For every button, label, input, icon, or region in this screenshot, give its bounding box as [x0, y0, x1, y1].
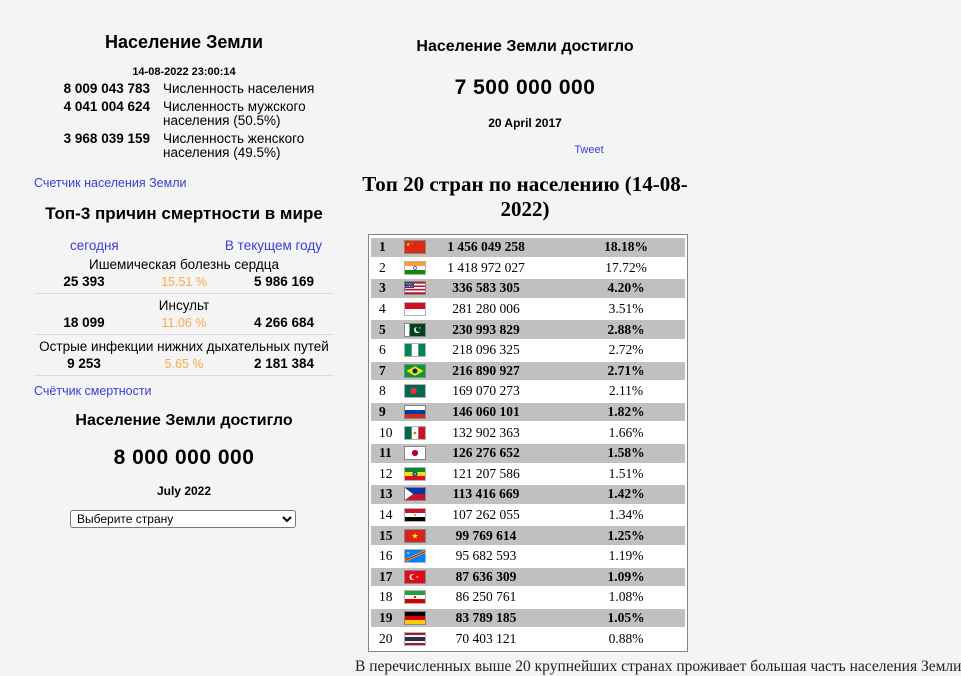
japan-flag-icon — [405, 447, 425, 459]
deaths-current-year-link[interactable]: В текущем году — [224, 237, 322, 253]
milestone-8b-title: Население Земли достигло — [75, 411, 293, 429]
deaths-today-value: 9 253 — [67, 355, 101, 371]
percent-cell: 1.51% — [608, 465, 644, 481]
percent-cell: 18.18% — [604, 239, 648, 255]
percent-cell: 1.42% — [607, 486, 645, 502]
top20-row — [371, 526, 685, 545]
flag-cell — [401, 241, 435, 253]
percent-cell: 2.71% — [607, 362, 645, 378]
percent-cell: 2.88% — [607, 321, 645, 337]
top20-row — [371, 403, 685, 422]
top20-row — [371, 588, 685, 607]
population-cell: 132 902 363 — [452, 424, 520, 440]
percent-cell: 1.66% — [608, 424, 644, 440]
rank-cell: 3 — [379, 280, 386, 296]
population-cell: 169 070 273 — [452, 383, 520, 399]
death-causes-title: Топ-3 причин смертности в мире — [45, 203, 323, 223]
indonesia-flag-icon — [405, 303, 425, 315]
top20-row — [371, 279, 685, 298]
rank-cell: 14 — [379, 507, 393, 523]
top20-title: Топ 20 стран по населению (14-08-2022) — [362, 172, 688, 221]
death-cause-name: Острые инфекции нижних дыхательных путей — [39, 338, 329, 354]
population-cell: 216 890 927 — [452, 362, 520, 378]
death-period-links — [34, 238, 334, 253]
stat-label: Численность женского населения (49.5%) — [163, 130, 305, 160]
turkey-flag-icon — [405, 571, 425, 583]
top20-row — [371, 547, 685, 566]
flag-cell — [401, 303, 435, 315]
stat-value: 8 009 043 783 — [63, 81, 150, 96]
rank-cell: 11 — [379, 445, 392, 461]
flag-cell — [401, 612, 435, 624]
death-cause-block — [34, 253, 334, 294]
world-population-title: Население Земли — [104, 32, 264, 52]
population-cell: 70 403 121 — [455, 630, 517, 646]
rank-cell: 10 — [379, 424, 393, 440]
top20-row — [371, 609, 685, 628]
top20-row — [371, 506, 685, 525]
rank-cell: 4 — [379, 301, 386, 317]
death-cause-name: Инсульт — [158, 297, 210, 313]
flag-cell — [401, 550, 435, 562]
population-stats — [34, 82, 334, 161]
flag-cell — [401, 324, 435, 336]
percent-cell: 17.72% — [605, 259, 647, 275]
rank-cell: 17 — [379, 568, 393, 584]
snapshot-datetime: 14-08-2022 23:00:14 — [132, 66, 236, 78]
flag-cell — [401, 406, 435, 418]
top20-row — [371, 382, 685, 401]
population-cell: 126 276 652 — [452, 445, 520, 461]
percent-cell: 0.88% — [608, 630, 644, 646]
tweet-link[interactable]: Tweet — [574, 144, 604, 156]
usa-flag-icon — [405, 282, 425, 294]
flag-cell — [401, 509, 435, 521]
flag-cell — [401, 447, 435, 459]
dr-congo-flag-icon — [405, 550, 425, 562]
percent-cell: 3.51% — [608, 301, 644, 317]
rank-cell: 2 — [379, 259, 386, 275]
rank-cell: 13 — [379, 486, 393, 502]
population-cell: 218 096 325 — [452, 342, 520, 358]
rank-cell: 5 — [379, 321, 386, 337]
population-cell: 99 769 614 — [455, 527, 517, 543]
milestone-7-5b-value: 7 500 000 000 — [454, 76, 596, 99]
population-cell: 86 250 761 — [455, 589, 517, 605]
population-counter-link[interactable]: Счетчик населения Земли — [34, 175, 187, 190]
iran-flag-icon — [405, 591, 425, 603]
percent-cell: 4.20% — [607, 280, 645, 296]
flag-cell — [401, 488, 435, 500]
flag-cell — [401, 344, 435, 356]
rank-cell: 15 — [379, 527, 393, 543]
china-flag-icon — [405, 241, 425, 253]
death-cause-block — [34, 335, 334, 376]
pakistan-flag-icon — [405, 324, 425, 336]
population-cell: 1 456 049 258 — [447, 239, 525, 255]
stat-label: Численность мужского населения (50.5%) — [163, 98, 306, 128]
top20-row — [371, 485, 685, 504]
population-stat-row — [34, 100, 334, 129]
population-cell: 107 262 055 — [452, 507, 520, 523]
deaths-percent-value: 11.06 % — [161, 315, 207, 330]
russia-flag-icon — [405, 406, 425, 418]
percent-cell: 1.05% — [607, 609, 645, 625]
milestone-8b-date: July 2022 — [156, 483, 212, 498]
top20-row — [371, 423, 685, 442]
death-causes-list — [34, 253, 334, 376]
flag-cell — [401, 530, 435, 542]
top20-row — [371, 629, 685, 648]
stat-label: Численность населения — [163, 81, 315, 96]
bangladesh-flag-icon — [405, 385, 425, 397]
deaths-percent-value: 15.51 % — [161, 274, 207, 289]
deaths-today-value: 25 393 — [63, 273, 105, 289]
rank-cell: 16 — [379, 548, 393, 564]
population-cell: 230 993 829 — [452, 321, 520, 337]
top20-row — [371, 465, 685, 484]
rank-cell: 9 — [379, 404, 386, 420]
india-flag-icon — [405, 262, 425, 274]
flag-cell — [401, 468, 435, 480]
stat-value: 3 968 039 159 — [63, 130, 150, 146]
nigeria-flag-icon — [405, 344, 425, 356]
rank-cell: 8 — [379, 383, 386, 399]
top20-row — [371, 568, 685, 587]
population-cell: 1 418 972 027 — [447, 259, 525, 275]
left-column — [34, 0, 334, 528]
milestone-7-5b-title: Население Земли достигло — [416, 38, 634, 55]
mexico-flag-icon — [405, 427, 425, 439]
right-column — [350, 0, 961, 676]
flag-cell — [401, 427, 435, 439]
deaths-today-link[interactable]: сегодня — [70, 237, 119, 253]
deaths-year-value: 2 181 384 — [253, 355, 315, 371]
percent-cell: 1.82% — [607, 404, 645, 420]
tweet-wrap — [350, 140, 700, 158]
deaths-percent-value: 5.65 % — [164, 356, 204, 371]
country-select[interactable] — [70, 510, 296, 528]
deaths-today-value: 18 099 — [63, 314, 105, 330]
flag-cell — [401, 385, 435, 397]
population-cell: 121 207 586 — [452, 465, 520, 481]
flag-cell — [401, 262, 435, 274]
top20-row — [371, 362, 685, 381]
stat-value: 4 041 004 624 — [63, 98, 150, 114]
thailand-flag-icon — [405, 633, 425, 645]
rank-cell: 7 — [379, 362, 386, 378]
percent-cell: 1.19% — [608, 548, 644, 564]
top20-row — [371, 238, 685, 257]
philippines-flag-icon — [405, 488, 425, 500]
percent-cell: 2.72% — [608, 342, 644, 358]
percent-cell: 1.08% — [608, 589, 644, 605]
flag-cell — [401, 282, 435, 294]
percent-cell: 1.25% — [607, 527, 645, 543]
percent-cell: 1.34% — [608, 507, 644, 523]
ethiopia-flag-icon — [405, 468, 425, 480]
population-stat-row — [34, 82, 334, 97]
flag-cell — [401, 365, 435, 377]
rank-cell: 6 — [379, 342, 386, 358]
rank-cell: 20 — [379, 630, 393, 646]
deaths-year-value: 4 266 684 — [253, 314, 315, 330]
percent-cell: 1.58% — [607, 445, 645, 461]
rank-cell: 18 — [379, 589, 393, 605]
germany-flag-icon — [405, 612, 425, 624]
deaths-year-value: 5 986 169 — [253, 273, 315, 289]
population-cell: 113 416 669 — [452, 486, 520, 502]
percent-cell: 2.11% — [608, 383, 644, 399]
rank-cell: 12 — [379, 465, 393, 481]
egypt-flag-icon — [405, 509, 425, 521]
percent-cell: 1.09% — [607, 568, 645, 584]
top20-row — [371, 320, 685, 339]
flag-cell — [401, 633, 435, 645]
death-cause-name: Ишемическая болезнь сердца — [89, 256, 279, 272]
population-cell: 95 682 593 — [455, 548, 517, 564]
top20-row — [371, 444, 685, 463]
rank-cell: 1 — [379, 239, 386, 255]
top20-row — [371, 341, 685, 360]
top20-table — [368, 234, 688, 652]
flag-cell — [401, 591, 435, 603]
vietnam-flag-icon — [405, 530, 425, 542]
milestone-7-5b-date: 20 April 2017 — [488, 116, 562, 130]
death-counter-link[interactable]: Счётчик смертности — [34, 383, 152, 398]
population-stat-row — [34, 132, 334, 161]
flag-cell — [401, 571, 435, 583]
rank-cell: 19 — [379, 609, 393, 625]
population-cell: 336 583 305 — [452, 280, 520, 296]
top20-footer-partial-text: В перечисленных выше 20 крупнейших странах проживает большая часть населения Земли — [355, 657, 961, 675]
death-cause-block — [34, 294, 334, 335]
top20-row — [371, 300, 685, 319]
milestone-8b-value: 8 000 000 000 — [113, 445, 255, 469]
brazil-flag-icon — [405, 365, 425, 377]
population-cell: 83 789 185 — [455, 609, 517, 625]
population-cell: 146 060 101 — [452, 404, 520, 420]
population-cell: 87 636 309 — [455, 568, 517, 584]
top20-row — [371, 259, 685, 278]
population-cell: 281 280 006 — [452, 301, 520, 317]
